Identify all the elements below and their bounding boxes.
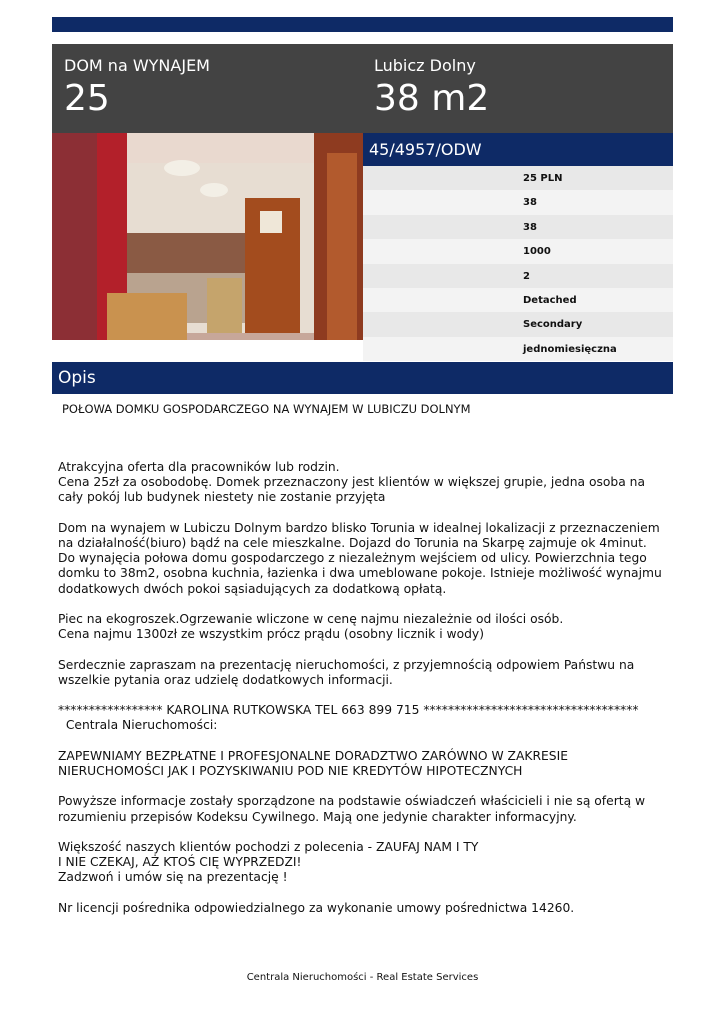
detail-value: Detached	[523, 294, 577, 306]
detail-value: 2	[523, 270, 530, 282]
license-paragraph: Nr licencji pośrednika odpowiedzialnego za wykonanie umowy pośrednictwa 14260.	[58, 900, 575, 915]
detail-value: 25 PLN	[523, 173, 563, 184]
description-paragraph	[58, 642, 673, 657]
description-body	[58, 460, 673, 916]
detail-value: 38	[523, 197, 537, 209]
description-paragraph	[58, 779, 673, 794]
description-paragraph	[58, 734, 673, 749]
detail-row	[363, 166, 673, 190]
description-paragraph: Serdecznie zapraszam na prezentację nieruchomości, z przyjemnością odpowiem Państwu na wszelkie pytania oraz udzielę dodatkowych informacji.	[58, 657, 639, 687]
detail-value: Secondary	[523, 319, 583, 331]
description-paragraph: Większość naszych klientów pochodzi z polecenia - ZAUFAJ NAM I TY I NIE CZEKAJ, AŻ KTOŚ CIĘ WYPRZEDZI! Zadzwoń i umów się na prezentację !	[58, 840, 479, 885]
price-short: 25	[64, 78, 110, 119]
disclaimer-paragraph: Powyższe informacje zostały sporządzone na podstawie oświadczeń właścicieli i nie są ofertą w rozumieniu przepisów Kodeksu Cywilnego. Mają one jedynie charakter informacyjny.	[58, 794, 649, 824]
description-paragraph	[58, 825, 673, 840]
detail-row	[363, 264, 673, 288]
detail-row	[363, 337, 673, 361]
location: Lubicz Dolny	[374, 56, 476, 75]
description-section-bar	[52, 362, 673, 394]
detail-value: jednomiesięczna	[523, 343, 617, 355]
detail-value: 38	[523, 221, 537, 233]
section-title: Opis	[58, 368, 96, 388]
description-paragraph	[58, 688, 673, 703]
details-table	[363, 166, 673, 361]
listing-header	[52, 44, 673, 133]
property-photo	[52, 133, 363, 340]
description-paragraph: Atrakcyjna oferta dla pracowników lub rodzin. Cena 25zł za osobodobę. Domek przeznaczony jest klientów w większej grupie, jedna osoba na cały pokój lub budynek niestety nie zostanie przyjęta	[58, 460, 645, 505]
description-paragraph	[58, 506, 673, 521]
description-paragraph	[58, 597, 673, 612]
reference-number: 45/4957/ODW	[369, 140, 482, 159]
listing-headline: POŁOWA DOMKU GOSPODARCZEGO NA WYNAJEM W LUBICZU DOLNYM	[62, 402, 471, 416]
detail-row	[363, 190, 673, 214]
area: 38 m2	[374, 78, 490, 119]
description-paragraph	[58, 886, 673, 901]
description-paragraph: Piec na ekogroszek.Ogrzewanie wliczone w cenę najmu niezależnie od ilości osób. Cena najmu 1300zł ze wszystkim prócz prądu (osobny licznik i wody)	[58, 612, 564, 642]
detail-row	[363, 288, 673, 312]
detail-row	[363, 239, 673, 263]
description-paragraph: Dom na wynajem w Lubiczu Dolnym bardzo blisko Torunia w idealnej lokalizacji z przeznaczeniem na działalność(biuro) bądź na cele mieszkalne. Dojazd do Torunia na Skarpę zajmuje ok 4minut. Do wynajęcia połowa domu gospodarczego z niezależnym wejściem od ulicy. Powierzchnia tego domku to 38m2, osobna kuchnia, łazienka i dwa umeblowane pokoje. Istnieje możliwość wynajmu dodatkowych dwóch pokoi sąsiadujących za dodatkową opłatą.	[58, 520, 662, 596]
detail-value: 1000	[523, 246, 551, 258]
header-left	[64, 56, 210, 120]
property-type: DOM na WYNAJEM	[64, 56, 210, 75]
top-accent-bar	[52, 17, 673, 32]
reference-bar	[363, 133, 673, 166]
contact-paragraph: ***************** KAROLINA RUTKOWSKA TEL 663 899 715 *********************************** Centrala Nieruchomości:	[58, 703, 639, 733]
detail-row	[363, 312, 673, 336]
description-paragraph: ZAPEWNIAMY BEZPŁATNE I PROFESJONALNE DORADZTWO ZARÓWNO W ZAKRESIE NIERUCHOMOŚCI JAK I POZYSKIWANIU POD NIE KREDYTÓW HIPOTECZNYCH	[58, 748, 572, 779]
page-footer: Centrala Nieruchomości - Real Estate Services	[246, 972, 479, 983]
header-right	[374, 56, 489, 120]
detail-row	[363, 215, 673, 239]
